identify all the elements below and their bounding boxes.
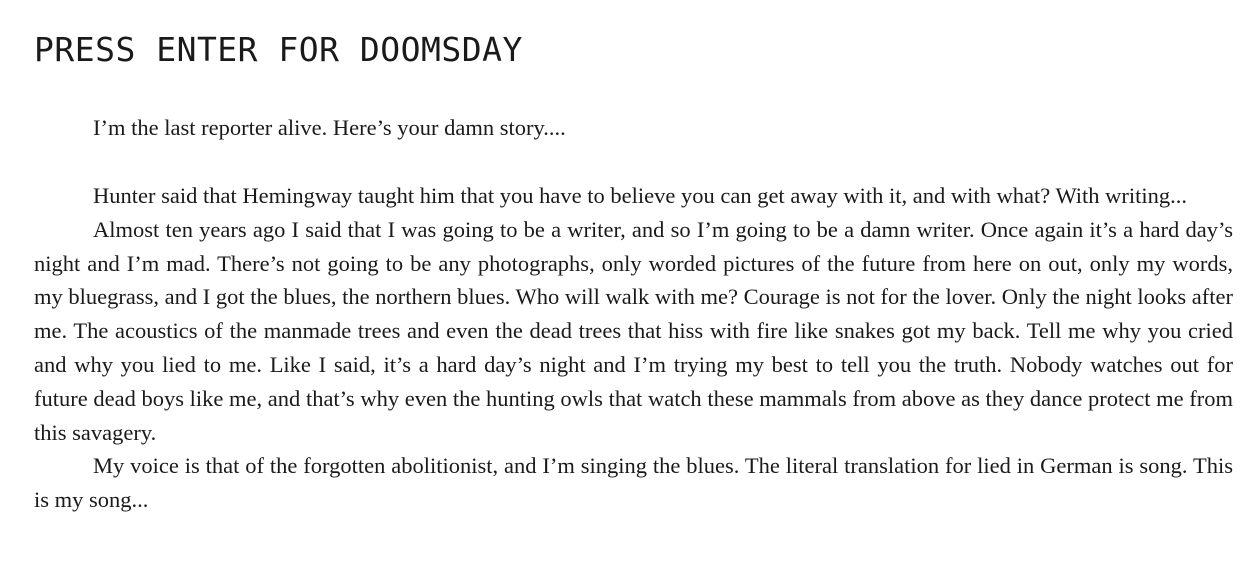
body-block [34, 179, 1233, 517]
document-title: PRESS ENTER FOR DOOMSDAY [34, 30, 523, 69]
paragraph-3: Almost ten years ago I said that I was going to be a writer, and so I’m going to be a damn writer. Once again it’s a hard day’s night and I’m mad. There’s not going to be any photographs, only worded pictures of the future from here on out, only my words, my bluegrass, and I got the blues, the northern blues. Who will walk with me? Courage is not for the lover. Only the night looks after me. The acoustics of the manmade trees and even the dead trees that hiss with fire like snakes got my back. Tell me why you cried and why you lied to me. Like I said, it’s a hard day’s night and I’m trying my best to tell you the truth. Nobody watches out for future dead boys like me, and that’s why even the hunting owls that watch these mammals from above as they dance protect me from this savagery. [34, 216, 1233, 445]
paragraph-1: I’m the last reporter alive. Here’s your damn story.... [93, 115, 566, 140]
paragraph-4: My voice is that of the forgotten abolitionist, and I’m singing the blues. The literal translation for lied in German is song. This is my song... [34, 453, 1233, 513]
paragraph-2: Hunter said that Hemingway taught him that you have to believe you can get away with it, and with what? With writing... [93, 183, 1188, 208]
